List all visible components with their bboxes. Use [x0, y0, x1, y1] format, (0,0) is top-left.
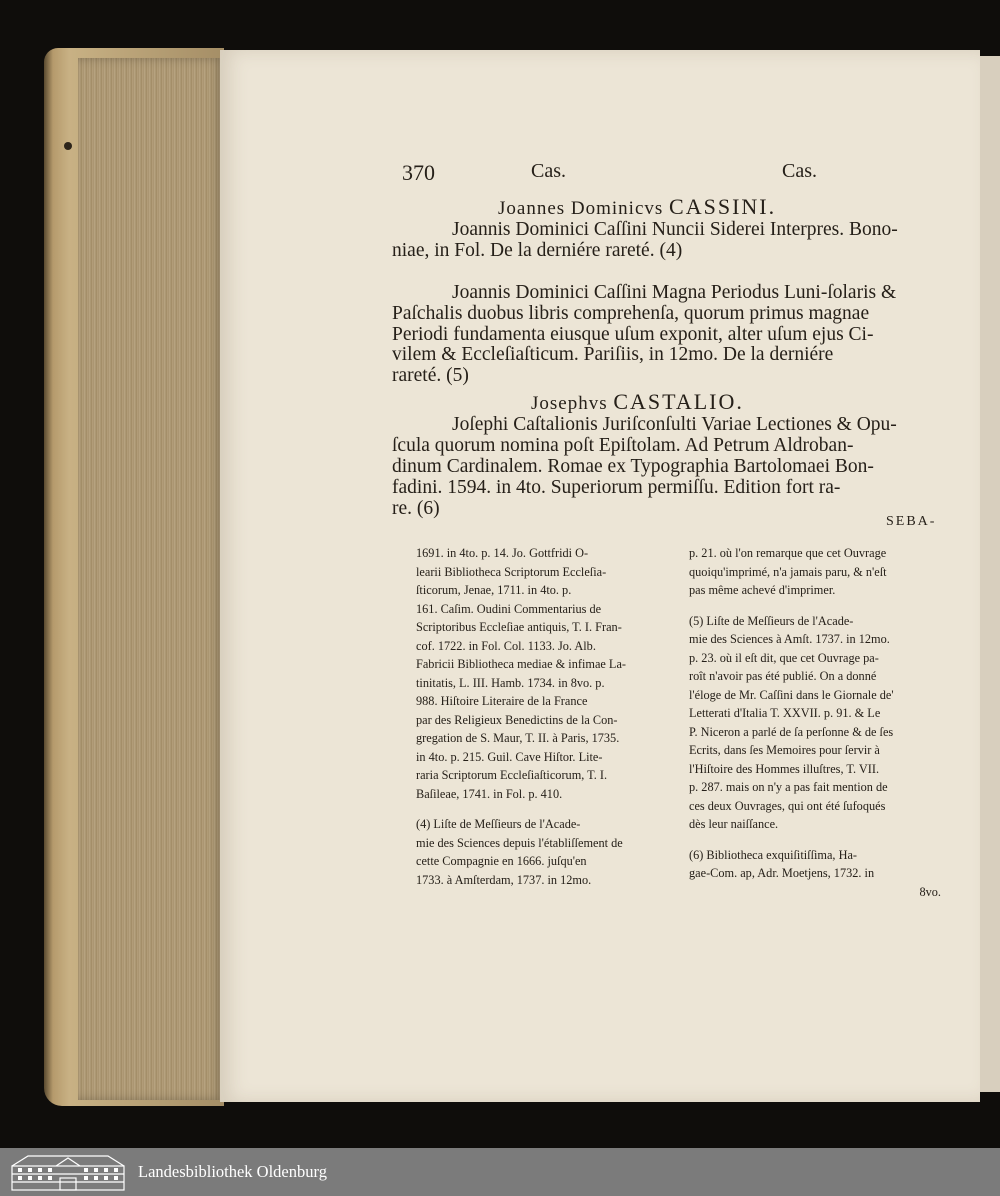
footnotes-left-column — [416, 544, 674, 889]
running-head-right: Cas. — [782, 160, 817, 182]
note-line: l'Hiſtoire des Hommes illuſtres, T. VII. — [689, 761, 880, 776]
paragraph-gap — [689, 834, 947, 846]
entry-heading-castalio — [531, 389, 744, 415]
footnotes-right-column — [689, 544, 947, 901]
note-line: p. 23. où il eſt dit, que cet Ouvrage pa- — [689, 650, 879, 665]
entry-line: Joannis Dominici Caſſini Nuncii Siderei Interpres. Bono- — [452, 219, 898, 240]
note-line: p. 287. mais on n'y a pas fait mention de — [689, 780, 888, 794]
note-line: tinitatis, L. III. Hamb. 1734. in 8vo. p. — [416, 675, 605, 690]
library-name: Landesbibliothek Oldenburg — [138, 1162, 327, 1181]
binding-hole — [64, 142, 72, 150]
note-line: 1733. à Amſterdam, 1737. in 12mo. — [416, 872, 592, 887]
entry-line: ſcula quorum nomina poſt Epiſtolam. Ad Petrum Aldroban- — [392, 435, 854, 456]
entry-line: Periodi fundamenta eiusque uſum exponit, alter uſum ejus Ci- — [392, 324, 874, 345]
heading-given-name: Joannes Dominicvs — [498, 198, 664, 219]
note-line: ces deux Ouvrages, qui ont été ſufoqués — [689, 798, 886, 813]
note-line: (6) Bibliotheca exquiſitiſſima, Ha- — [689, 847, 858, 862]
entry-heading-cassini — [498, 194, 776, 220]
note-line: mie des Sciences à Amſt. 1737. in 12mo. — [689, 632, 890, 646]
note-line: Letterati d'Italia T. XXVII. p. 91. & Le — [689, 706, 881, 720]
entry-line: Joannis Dominici Caſſini Magna Periodus Luni-ſolaris & — [452, 282, 897, 303]
note-line: 8vo. — [919, 884, 941, 899]
note-line: 1691. in 4to. p. 14. Jo. Gottfridi O- — [416, 546, 589, 560]
note-line: raria Scriptorum Eccleſiaſticorum, T. I. — [416, 768, 608, 782]
note-line: (5) Liſte de Meſſieurs de l'Acade- — [689, 613, 854, 628]
note-line: gregation de S. Maur, T. II. à Paris, 1735. — [416, 731, 620, 745]
entry-line: Paſchalis duobus libris comprehenſa, quorum primus magnae — [392, 303, 870, 324]
entry-line: vilem & Eccleſiaſticum. Pariſiis, in 12mo. De la derniére — [392, 344, 834, 365]
note-line: Baſileae, 1741. in Fol. p. 410. — [416, 786, 563, 801]
note-line: cette Compagnie en 1666. juſqu'en — [416, 854, 587, 868]
note-line: cof. 1722. in Fol. Col. 1133. Jo. Alb. — [416, 638, 596, 653]
note-line: l'éloge de Mr. Caſſini dans le Giornale de' — [689, 687, 894, 702]
entry-line: Joſephi Caſtalionis Juriſconſulti Variae Lectiones & Opu- — [452, 414, 897, 435]
heading-family-name: CASSINI. — [669, 194, 777, 219]
running-head-left: Cas. — [531, 160, 566, 182]
paragraph-gap — [416, 803, 674, 815]
note-line: quoiqu'imprimé, n'a jamais paru, & n'eſt — [689, 564, 887, 579]
library-building-logo — [8, 1152, 128, 1192]
page-number: 370 — [402, 160, 435, 185]
note-line: Scriptoribus Eccleſiae antiquis, T. I. Fran- — [416, 620, 622, 634]
note-line: mie des Sciences depuis l'établiſſement de — [416, 835, 623, 850]
entry-line: dinum Cardinalem. Romae ex Typographia Bartolomaei Bon- — [392, 456, 874, 477]
note-line: par des Religieux Benedictins de la Con- — [416, 712, 618, 727]
note-line: (4) Liſte de Meſſieurs de l'Acade- — [416, 817, 581, 831]
facing-page-edge — [978, 56, 1000, 1092]
entry-line: re. (6) — [392, 498, 440, 519]
heading-given-name: Josephvs — [531, 393, 608, 414]
note-line: ſticorum, Jenae, 1711. in 4to. p. — [416, 583, 572, 597]
note-line: P. Niceron a parlé de ſa perſonne & de ſes — [689, 724, 894, 739]
page-block-edge — [78, 58, 224, 1100]
note-line: p. 21. où l'on remarque que cet Ouvrage — [689, 546, 887, 560]
note-line: pas même achevé d'imprimer. — [689, 583, 836, 597]
note-line: in 4to. p. 215. Guil. Cave Hiſtor. Lite- — [416, 749, 603, 764]
entry-line: fadini. 1594. in 4to. Superiorum permiſſu. Edition fort ra- — [392, 477, 841, 498]
note-line: roît n'avoir pas été publié. On a donné — [689, 669, 877, 683]
heading-family-name: CASTALIO. — [613, 389, 744, 414]
paragraph-gap — [689, 600, 947, 612]
note-line: learii Bibliotheca Scriptorum Eccleſia- — [416, 564, 607, 579]
note-line: Ecrits, dans ſes Memoires pour ſervir à — [689, 743, 880, 757]
entry-line: niae, in Fol. De la derniére rareté. (4) — [392, 240, 683, 261]
note-line: 161. Caſim. Oudini Commentarius de — [416, 601, 602, 616]
note-line: Fabricii Bibliotheca mediae & infimae La- — [416, 657, 626, 671]
catchword: SEBA- — [886, 514, 937, 529]
entry-line: rareté. (5) — [392, 365, 469, 386]
library-footer-bar — [0, 1148, 1000, 1196]
note-line: 988. Hiſtoire Literaire de la France — [416, 694, 588, 708]
note-line: gae-Com. ap, Adr. Moetjens, 1732. in — [689, 866, 875, 880]
note-line: dès leur naiſſance. — [689, 817, 779, 831]
